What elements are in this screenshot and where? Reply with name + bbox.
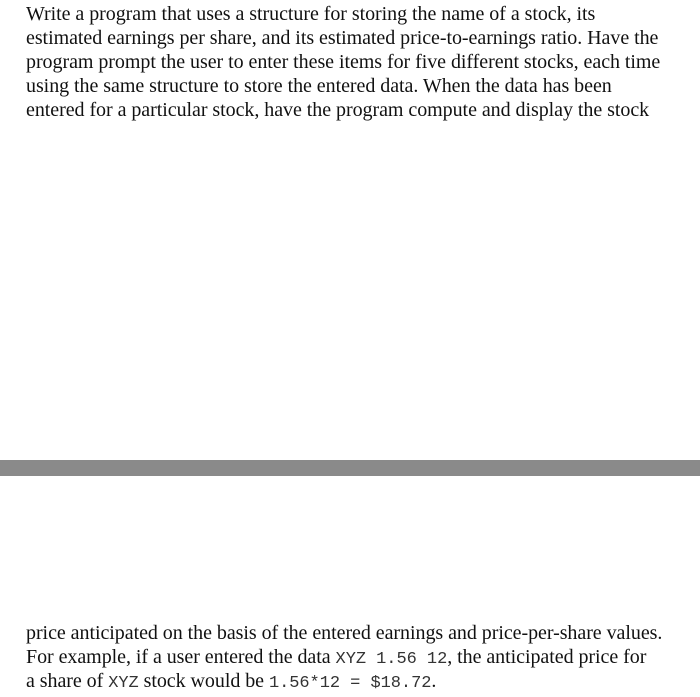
problem-text-top (26, 2, 694, 122)
example-code: XYZ 1.56 12 (335, 650, 448, 669)
result-text-mid: stock would be (138, 670, 269, 692)
calculation-code: 1.56*12 = $18.72 (268, 674, 432, 693)
text-line: price anticipated on the basis of the entered earnings and price-per-share values. (26, 622, 663, 644)
text-line: using the same structure to store the entered data. When the data has been (26, 75, 612, 97)
result-text: a share of (26, 670, 109, 692)
example-text-tail: , the anticipated price for (447, 646, 647, 668)
page-divider (0, 460, 700, 476)
text-line: Write a program that uses a structure for storing the name of a stock, its (26, 3, 596, 25)
stock-code: XYZ (108, 674, 139, 693)
problem-text-bottom (26, 621, 694, 693)
result-text-tail: . (431, 670, 437, 692)
text-line-example (26, 645, 694, 669)
text-line: program prompt the user to enter these items for five different stocks, each time (26, 51, 661, 73)
text-line: entered for a particular stock, have the program compute and display the stock (26, 99, 650, 121)
text-line: estimated earnings per share, and its estimated price-to-earnings ratio. Have the (26, 27, 659, 49)
text-line-result (26, 669, 694, 693)
example-text: For example, if a user entered the data (26, 646, 336, 668)
